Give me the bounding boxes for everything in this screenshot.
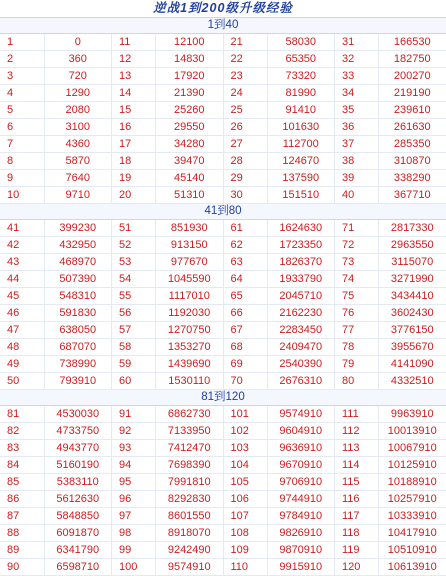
level-cell: 24	[223, 85, 267, 102]
table-row	[0, 440, 446, 457]
xp-cell: 8292830	[156, 491, 224, 508]
level-section	[0, 18, 446, 204]
level-cell: 94	[112, 457, 156, 474]
level-cell: 47	[0, 322, 44, 339]
xp-cell: 1439690	[156, 356, 224, 373]
xp-cell: 1117010	[156, 288, 224, 305]
level-cell: 76	[335, 305, 379, 322]
level-cell: 86	[0, 491, 44, 508]
xp-cell: 101630	[267, 119, 335, 136]
xp-cell: 2080	[44, 102, 112, 119]
level-cell: 93	[112, 440, 156, 457]
level-cell: 107	[223, 508, 267, 525]
level-cell: 56	[112, 305, 156, 322]
table-row	[0, 339, 446, 356]
xp-cell: 399230	[44, 220, 112, 237]
level-cell: 42	[0, 237, 44, 254]
xp-cell: 3776150	[379, 322, 446, 339]
level-cell: 9	[0, 170, 44, 187]
level-cell: 89	[0, 542, 44, 559]
xp-cell: 10417910	[379, 525, 446, 542]
level-cell: 91	[112, 406, 156, 423]
xp-cell: 548310	[44, 288, 112, 305]
level-cell: 17	[112, 136, 156, 153]
level-cell: 12	[112, 51, 156, 68]
level-cell: 15	[112, 102, 156, 119]
level-cell: 3	[0, 68, 44, 85]
xp-cell: 5383110	[44, 474, 112, 491]
table-row	[0, 423, 446, 440]
level-cell: 21	[223, 34, 267, 51]
level-cell: 105	[223, 474, 267, 491]
level-cell: 110	[223, 559, 267, 576]
xp-cell: 7412470	[156, 440, 224, 457]
xp-cell: 14830	[156, 51, 224, 68]
xp-cell: 1270750	[156, 322, 224, 339]
xp-cell: 1530110	[156, 373, 224, 390]
xp-cell: 10510910	[379, 542, 446, 559]
level-cell: 34	[335, 85, 379, 102]
level-cell: 28	[223, 153, 267, 170]
xp-cell: 507390	[44, 271, 112, 288]
level-cell: 60	[112, 373, 156, 390]
level-cell: 74	[335, 271, 379, 288]
xp-cell: 5848850	[44, 508, 112, 525]
level-cell: 77	[335, 322, 379, 339]
table-row	[0, 51, 446, 68]
xp-cell: 58030	[267, 34, 335, 51]
xp-cell: 137590	[267, 170, 335, 187]
xp-cell: 4332510	[379, 373, 446, 390]
level-cell: 1	[0, 34, 44, 51]
xp-cell: 9574910	[267, 406, 335, 423]
level-cell: 57	[112, 322, 156, 339]
xp-cell: 73320	[267, 68, 335, 85]
section-header: 81到120	[0, 390, 446, 406]
xp-cell: 7640	[44, 170, 112, 187]
level-cell: 40	[335, 187, 379, 204]
xp-cell: 687070	[44, 339, 112, 356]
xp-cell: 5612630	[44, 491, 112, 508]
level-cell: 20	[112, 187, 156, 204]
xp-cell: 2963550	[379, 237, 446, 254]
xp-cell: 9915910	[267, 559, 335, 576]
xp-cell: 793910	[44, 373, 112, 390]
level-cell: 88	[0, 525, 44, 542]
level-cell: 46	[0, 305, 44, 322]
level-cell: 109	[223, 542, 267, 559]
table-row	[0, 525, 446, 542]
xp-cell: 1624630	[267, 220, 335, 237]
level-cell: 79	[335, 356, 379, 373]
level-cell: 2	[0, 51, 44, 68]
level-cell: 65	[223, 288, 267, 305]
table-row	[0, 457, 446, 474]
level-cell: 49	[0, 356, 44, 373]
xp-cell: 9870910	[267, 542, 335, 559]
level-cell: 25	[223, 102, 267, 119]
xp-cell: 239610	[379, 102, 446, 119]
table-row	[0, 491, 446, 508]
xp-cell: 10067910	[379, 440, 446, 457]
level-cell: 55	[112, 288, 156, 305]
level-cell: 100	[112, 559, 156, 576]
xp-cell: 2676310	[267, 373, 335, 390]
level-cell: 85	[0, 474, 44, 491]
table-row	[0, 322, 446, 339]
xp-cell: 2540390	[267, 356, 335, 373]
xp-cell: 360	[44, 51, 112, 68]
level-cell: 108	[223, 525, 267, 542]
xp-cell: 10188910	[379, 474, 446, 491]
level-cell: 31	[335, 34, 379, 51]
xp-cell: 9706910	[267, 474, 335, 491]
level-cell: 61	[223, 220, 267, 237]
xp-cell: 151510	[267, 187, 335, 204]
page-title: 逆战1到200级升级经验	[0, 0, 446, 18]
level-cell: 102	[223, 423, 267, 440]
level-cell: 78	[335, 339, 379, 356]
level-cell: 101	[223, 406, 267, 423]
xp-cell: 6091870	[44, 525, 112, 542]
level-cell: 41	[0, 220, 44, 237]
xp-cell: 367710	[379, 187, 446, 204]
xp-sections	[0, 18, 446, 576]
level-cell: 39	[335, 170, 379, 187]
xp-cell: 1290	[44, 85, 112, 102]
level-cell: 51	[112, 220, 156, 237]
level-cell: 83	[0, 440, 44, 457]
xp-cell: 261630	[379, 119, 446, 136]
xp-cell: 17920	[156, 68, 224, 85]
xp-cell: 51310	[156, 187, 224, 204]
table-row	[0, 220, 446, 237]
level-cell: 116	[335, 491, 379, 508]
level-cell: 59	[112, 356, 156, 373]
xp-cell: 738990	[44, 356, 112, 373]
xp-cell: 45140	[156, 170, 224, 187]
xp-cell: 12100	[156, 34, 224, 51]
level-cell: 75	[335, 288, 379, 305]
level-cell: 113	[335, 440, 379, 457]
level-cell: 71	[335, 220, 379, 237]
xp-cell: 4733750	[44, 423, 112, 440]
xp-cell: 6341790	[44, 542, 112, 559]
level-cell: 18	[112, 153, 156, 170]
table-row	[0, 136, 446, 153]
xp-cell: 29550	[156, 119, 224, 136]
table-row	[0, 559, 446, 576]
level-cell: 26	[223, 119, 267, 136]
level-cell: 68	[223, 339, 267, 356]
xp-cell: 21390	[156, 85, 224, 102]
xp-cell: 91410	[267, 102, 335, 119]
level-cell: 90	[0, 559, 44, 576]
level-cell: 84	[0, 457, 44, 474]
table-row	[0, 34, 446, 51]
xp-cell: 913150	[156, 237, 224, 254]
level-cell: 52	[112, 237, 156, 254]
level-cell: 92	[112, 423, 156, 440]
level-cell: 5	[0, 102, 44, 119]
level-cell: 97	[112, 508, 156, 525]
xp-cell: 219190	[379, 85, 446, 102]
xp-cell: 7991810	[156, 474, 224, 491]
xp-cell: 9670910	[267, 457, 335, 474]
level-cell: 117	[335, 508, 379, 525]
xp-cell: 5160190	[44, 457, 112, 474]
level-cell: 4	[0, 85, 44, 102]
level-cell: 37	[335, 136, 379, 153]
xp-cell: 468970	[44, 254, 112, 271]
xp-cell: 3434410	[379, 288, 446, 305]
level-cell: 30	[223, 187, 267, 204]
level-cell: 35	[335, 102, 379, 119]
level-cell: 63	[223, 254, 267, 271]
table-row	[0, 542, 446, 559]
level-cell: 114	[335, 457, 379, 474]
xp-cell: 1192030	[156, 305, 224, 322]
section-header: 1到40	[0, 18, 446, 34]
xp-cell: 10333910	[379, 508, 446, 525]
xp-cell: 2409470	[267, 339, 335, 356]
level-cell: 81	[0, 406, 44, 423]
xp-cell: 9744910	[267, 491, 335, 508]
xp-cell: 638050	[44, 322, 112, 339]
level-cell: 62	[223, 237, 267, 254]
level-cell: 6	[0, 119, 44, 136]
xp-cell: 338290	[379, 170, 446, 187]
level-cell: 99	[112, 542, 156, 559]
xp-cell: 285350	[379, 136, 446, 153]
xp-cell: 9242490	[156, 542, 224, 559]
xp-cell: 8918070	[156, 525, 224, 542]
table-row	[0, 119, 446, 136]
table-row	[0, 237, 446, 254]
xp-cell: 124670	[267, 153, 335, 170]
level-cell: 64	[223, 271, 267, 288]
level-cell: 38	[335, 153, 379, 170]
table-row	[0, 187, 446, 204]
level-cell: 115	[335, 474, 379, 491]
level-cell: 16	[112, 119, 156, 136]
table-row	[0, 288, 446, 305]
xp-cell: 6598710	[44, 559, 112, 576]
xp-cell: 1723350	[267, 237, 335, 254]
xp-cell: 977670	[156, 254, 224, 271]
xp-cell: 10125910	[379, 457, 446, 474]
table-row	[0, 356, 446, 373]
xp-cell: 9963910	[379, 406, 446, 423]
xp-cell: 9826910	[267, 525, 335, 542]
level-cell: 53	[112, 254, 156, 271]
xp-cell: 9636910	[267, 440, 335, 457]
level-cell: 48	[0, 339, 44, 356]
xp-table	[0, 406, 446, 576]
level-section	[0, 390, 446, 576]
level-cell: 45	[0, 288, 44, 305]
level-cell: 66	[223, 305, 267, 322]
table-row	[0, 102, 446, 119]
table-row	[0, 254, 446, 271]
level-cell: 82	[0, 423, 44, 440]
xp-cell: 3955670	[379, 339, 446, 356]
xp-cell: 6862730	[156, 406, 224, 423]
xp-cell: 25260	[156, 102, 224, 119]
xp-cell: 112700	[267, 136, 335, 153]
xp-table	[0, 220, 446, 390]
xp-cell: 10013910	[379, 423, 446, 440]
xp-cell: 7133950	[156, 423, 224, 440]
xp-cell: 2045710	[267, 288, 335, 305]
xp-cell: 9710	[44, 187, 112, 204]
xp-cell: 3100	[44, 119, 112, 136]
level-cell: 11	[112, 34, 156, 51]
xp-cell: 591830	[44, 305, 112, 322]
xp-cell: 3115070	[379, 254, 446, 271]
level-cell: 27	[223, 136, 267, 153]
xp-cell: 200270	[379, 68, 446, 85]
xp-cell: 4943770	[44, 440, 112, 457]
xp-cell: 3602430	[379, 305, 446, 322]
level-cell: 29	[223, 170, 267, 187]
table-row	[0, 305, 446, 322]
xp-cell: 65350	[267, 51, 335, 68]
level-cell: 7	[0, 136, 44, 153]
xp-cell: 10257910	[379, 491, 446, 508]
xp-cell: 2283450	[267, 322, 335, 339]
xp-cell: 9574910	[156, 559, 224, 576]
level-cell: 73	[335, 254, 379, 271]
level-cell: 80	[335, 373, 379, 390]
level-cell: 19	[112, 170, 156, 187]
xp-cell: 5870	[44, 153, 112, 170]
level-cell: 44	[0, 271, 44, 288]
xp-cell: 4141090	[379, 356, 446, 373]
level-cell: 33	[335, 68, 379, 85]
level-cell: 70	[223, 373, 267, 390]
xp-cell: 9604910	[267, 423, 335, 440]
xp-cell: 2817330	[379, 220, 446, 237]
level-cell: 23	[223, 68, 267, 85]
xp-cell: 1353270	[156, 339, 224, 356]
level-cell: 72	[335, 237, 379, 254]
level-cell: 112	[335, 423, 379, 440]
level-cell: 104	[223, 457, 267, 474]
table-row	[0, 508, 446, 525]
level-cell: 95	[112, 474, 156, 491]
xp-cell: 3271990	[379, 271, 446, 288]
level-cell: 32	[335, 51, 379, 68]
level-cell: 67	[223, 322, 267, 339]
xp-table	[0, 34, 446, 204]
level-cell: 13	[112, 68, 156, 85]
level-cell: 10	[0, 187, 44, 204]
level-cell: 43	[0, 254, 44, 271]
level-cell: 14	[112, 85, 156, 102]
level-cell: 111	[335, 406, 379, 423]
table-row	[0, 85, 446, 102]
level-cell: 50	[0, 373, 44, 390]
level-section	[0, 204, 446, 390]
level-cell: 54	[112, 271, 156, 288]
xp-cell: 182750	[379, 51, 446, 68]
level-cell: 96	[112, 491, 156, 508]
level-cell: 118	[335, 525, 379, 542]
xp-cell: 1933790	[267, 271, 335, 288]
table-row	[0, 153, 446, 170]
table-row	[0, 474, 446, 491]
xp-cell: 34280	[156, 136, 224, 153]
level-cell: 8	[0, 153, 44, 170]
xp-cell: 720	[44, 68, 112, 85]
table-row	[0, 271, 446, 288]
xp-cell: 432950	[44, 237, 112, 254]
table-row	[0, 68, 446, 85]
table-row	[0, 373, 446, 390]
level-cell: 87	[0, 508, 44, 525]
xp-cell: 81990	[267, 85, 335, 102]
level-cell: 58	[112, 339, 156, 356]
xp-cell: 8601550	[156, 508, 224, 525]
xp-cell: 39470	[156, 153, 224, 170]
xp-cell: 1045590	[156, 271, 224, 288]
level-cell: 103	[223, 440, 267, 457]
level-cell: 120	[335, 559, 379, 576]
xp-cell: 1826370	[267, 254, 335, 271]
xp-cell: 4360	[44, 136, 112, 153]
xp-cell: 9784910	[267, 508, 335, 525]
level-cell: 98	[112, 525, 156, 542]
level-cell: 69	[223, 356, 267, 373]
xp-cell: 0	[44, 34, 112, 51]
level-cell: 106	[223, 491, 267, 508]
xp-cell: 166530	[379, 34, 446, 51]
xp-cell: 2162230	[267, 305, 335, 322]
section-header: 41到80	[0, 204, 446, 220]
level-cell: 22	[223, 51, 267, 68]
xp-cell: 7698390	[156, 457, 224, 474]
level-cell: 36	[335, 119, 379, 136]
level-cell: 119	[335, 542, 379, 559]
xp-cell: 310870	[379, 153, 446, 170]
table-row	[0, 170, 446, 187]
xp-cell: 851930	[156, 220, 224, 237]
table-row	[0, 406, 446, 423]
xp-cell: 4530030	[44, 406, 112, 423]
xp-cell: 10613910	[379, 559, 446, 576]
